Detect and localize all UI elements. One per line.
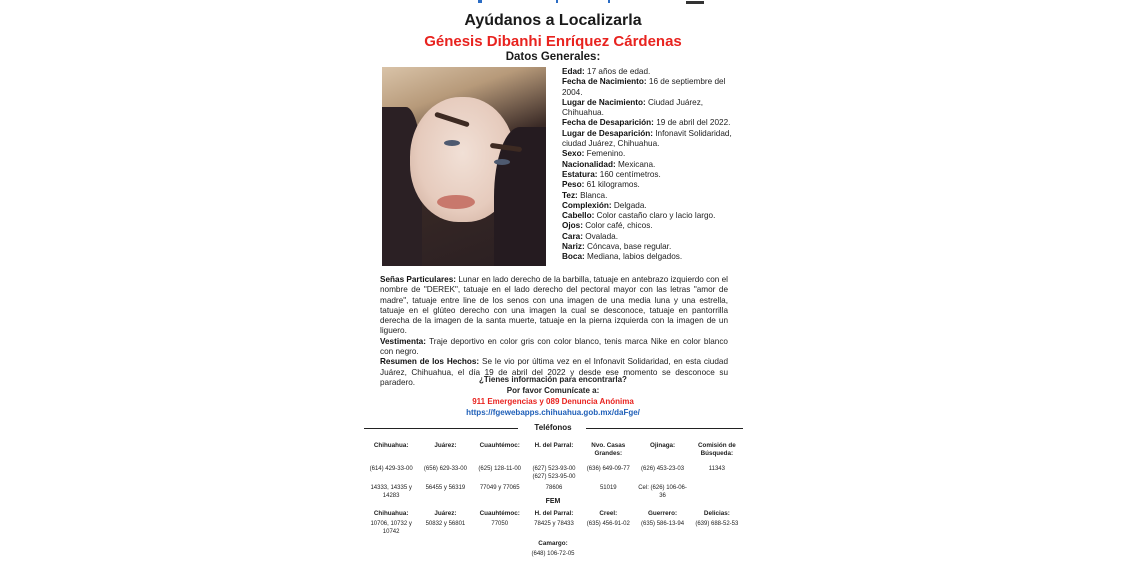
fem-header: Cuauhtémoc: bbox=[479, 510, 520, 517]
fem-header: Creel: bbox=[599, 510, 618, 517]
phone-extension: 56455 y 56319 bbox=[425, 485, 466, 491]
phone-extension: 51019 bbox=[599, 485, 617, 491]
data-value: Ovalada. bbox=[585, 231, 618, 241]
data-item-edad bbox=[562, 67, 732, 77]
phone-number: (656) 629-33-00 bbox=[423, 466, 467, 472]
phones-header: Juárez: bbox=[434, 442, 457, 449]
data-value: Ciudad Juárez, Chihuahua. bbox=[562, 97, 704, 118]
detail-value: Traje deportivo en color gris con color blanco, tenis marca Nike en color blanco con negro. bbox=[380, 336, 728, 357]
data-item-cabello bbox=[562, 211, 732, 221]
phone-extension: Cel: (626) 106-06-36 bbox=[638, 485, 687, 499]
data-item-nacionalidad bbox=[562, 160, 732, 170]
data-value: 160 centímetros. bbox=[599, 169, 661, 179]
data-label: Cabello: bbox=[562, 211, 595, 221]
data-label: Estatura: bbox=[562, 169, 598, 179]
general-data-list bbox=[562, 67, 732, 263]
data-item-cara bbox=[562, 232, 732, 242]
fem-header: Chihuahua: bbox=[373, 510, 409, 517]
fem-value: (635) 586-13-94 bbox=[641, 521, 685, 527]
data-label: Nariz: bbox=[562, 242, 585, 252]
data-item-lugar-desaparicion bbox=[562, 129, 732, 150]
detail-label: Señas Particulares: bbox=[380, 275, 457, 284]
contact-question: ¿Tienes información para encontrarla? bbox=[479, 375, 627, 384]
photo-lips bbox=[437, 195, 475, 209]
fem-header: Guerrero: bbox=[648, 510, 678, 517]
fem-title: FEM bbox=[545, 498, 561, 505]
fem-header: Juárez: bbox=[434, 510, 457, 517]
data-value: Blanca. bbox=[580, 190, 608, 200]
phone-number: (625) 128-11-00 bbox=[478, 466, 521, 472]
phone-extension: 77049 y 77065 bbox=[479, 485, 520, 491]
data-value: Color castaño claro y lacio largo. bbox=[596, 211, 716, 221]
data-item-lugar-nacimiento bbox=[562, 98, 732, 119]
cropped-text-fragment bbox=[478, 0, 482, 3]
data-value: Femenino. bbox=[586, 149, 626, 159]
data-item-nariz bbox=[562, 242, 732, 252]
data-item-boca bbox=[562, 252, 732, 262]
emergency-numbers: 911 Emergencias y 089 Denuncia Anónima bbox=[472, 397, 634, 406]
data-value: Infonavit Solidaridad, ciudad Juárez, Chihuahua. bbox=[562, 128, 732, 149]
phones-header: Chihuahua: bbox=[373, 442, 409, 449]
data-value: 61 kilogramos. bbox=[586, 180, 640, 190]
data-value: 19 de abril del 2022. bbox=[656, 118, 731, 128]
report-url-link[interactable]: https://fgewebapps.chihuahua.gob.mx/daFge/ bbox=[466, 408, 640, 417]
data-item-tez bbox=[562, 191, 732, 201]
data-value: Cóncava, base regular. bbox=[587, 242, 672, 252]
phone-number: (614) 429-33-00 bbox=[369, 466, 413, 472]
data-label: Tez: bbox=[562, 190, 578, 200]
contact-please: Por favor Comunícate a: bbox=[506, 386, 600, 395]
data-label: Boca: bbox=[562, 252, 585, 262]
fem-header: Delicias: bbox=[703, 510, 730, 517]
phones-title: Teléfonos bbox=[534, 423, 572, 432]
data-label: Sexo: bbox=[562, 149, 585, 159]
section-heading: Datos Generales: bbox=[505, 51, 601, 63]
data-value: 16 de septiembre del 2004. bbox=[562, 77, 726, 97]
detail-label: Vestimenta: bbox=[380, 336, 426, 346]
phones-header: Nvo. Casas Grandes: bbox=[591, 442, 626, 457]
data-item-peso bbox=[562, 180, 732, 190]
data-label: Peso: bbox=[562, 180, 585, 190]
phones-header: H. del Parral: bbox=[534, 442, 574, 449]
fem-value: 78425 y 78433 bbox=[534, 521, 574, 527]
details-section bbox=[380, 275, 728, 388]
phones-header: Comisión de Búsqueda: bbox=[697, 442, 736, 457]
data-label: Lugar de Desaparición: bbox=[562, 128, 653, 138]
data-label: Edad: bbox=[562, 67, 585, 76]
data-label: Complexión: bbox=[562, 200, 612, 210]
data-label: Ojos: bbox=[562, 221, 583, 231]
fem-value: 77050 bbox=[491, 521, 509, 527]
fem-header: H. del Parral: bbox=[534, 510, 574, 517]
data-label: Fecha de Nacimiento: bbox=[562, 77, 647, 87]
data-value: Color café, chicos. bbox=[585, 221, 653, 231]
phones-table bbox=[364, 442, 744, 500]
detail-value: Lunar en lado derecho de la barbilla, tatuaje en antebrazo izquierdo con el nombre de "DEREK", tatuaje en el lado derecho del pectoral mayor con las letras "amor de madre", tatuaje entre line de los senos con una imagen de una media luna y una estrella, tatuaje en el glúteo derecho con una imagen la cual se desconoce, tatuaje en pantorrilla derecha de la imagen de la santa muerte, tatuaje en la pierna izquierda con la imagen de un liguero. bbox=[380, 275, 728, 336]
phone-extension: 14333, 14335 y 14283 bbox=[370, 485, 412, 499]
phone-number: (626) 453-23-03 bbox=[641, 466, 685, 472]
photo-eye bbox=[444, 140, 460, 146]
camargo-phone: (648) 106-72-05 bbox=[531, 551, 575, 557]
fem-value: 10706, 10732 y 10742 bbox=[370, 521, 412, 535]
data-label: Lugar de Nacimiento: bbox=[562, 97, 646, 107]
missing-person-name: Génesis Dibanhi Enríquez Cárdenas bbox=[424, 33, 682, 50]
missing-person-photo bbox=[382, 67, 546, 266]
data-item-ojos bbox=[562, 221, 732, 231]
data-item-estatura bbox=[562, 170, 732, 180]
phones-header: Cuauhtémoc: bbox=[479, 442, 520, 449]
data-item-sexo bbox=[562, 149, 732, 159]
data-value: Mediana, labios delgados. bbox=[587, 252, 683, 262]
data-value: 17 años de edad. bbox=[587, 67, 651, 76]
detail-label: Resumen de los Hechos: bbox=[380, 357, 480, 367]
cropped-text-fragment bbox=[608, 0, 610, 3]
fem-value: (635) 456-91-02 bbox=[586, 521, 630, 527]
fem-value: 50832 y 56801 bbox=[425, 521, 466, 527]
data-label: Nacionalidad: bbox=[562, 159, 616, 169]
phones-header: Ojinaga: bbox=[649, 442, 676, 449]
data-value: Delgada. bbox=[613, 200, 647, 210]
phone-number: 11343 bbox=[708, 466, 725, 472]
distinguishing-marks bbox=[380, 275, 728, 337]
detail-value: Se le vio por última vez en el Infonavit Solidaridad, en esta ciudad Juárez, Chihuahua, el día 19 de abril del 2022 y desde ese momento se desconoce su paradero. bbox=[380, 357, 729, 387]
data-value: Mexicana. bbox=[617, 159, 656, 169]
phone-number: (636) 649-09-77 bbox=[586, 466, 630, 472]
phone-number: (627) 523-93-00 (627) 523-95-00 bbox=[532, 466, 576, 480]
clothing bbox=[380, 337, 728, 358]
data-label: Fecha de Desaparición: bbox=[562, 118, 654, 128]
fem-value: (639) 688-52-53 bbox=[695, 521, 739, 527]
data-label: Cara: bbox=[562, 231, 583, 241]
divider-right bbox=[586, 428, 743, 429]
cropped-icon bbox=[686, 1, 704, 4]
data-item-fecha-desaparicion bbox=[562, 118, 732, 128]
top-cropped-strip bbox=[360, 0, 760, 4]
data-item-fecha-nacimiento bbox=[562, 77, 732, 98]
poster-title: Ayúdanos a Localizarla bbox=[464, 12, 642, 29]
data-item-complexion bbox=[562, 201, 732, 211]
photo-eye bbox=[494, 159, 510, 165]
camargo-header: Camargo: bbox=[538, 540, 568, 547]
fem-table bbox=[364, 510, 744, 536]
phone-extension: 78606 bbox=[545, 485, 563, 491]
cropped-text-fragment bbox=[556, 0, 558, 3]
